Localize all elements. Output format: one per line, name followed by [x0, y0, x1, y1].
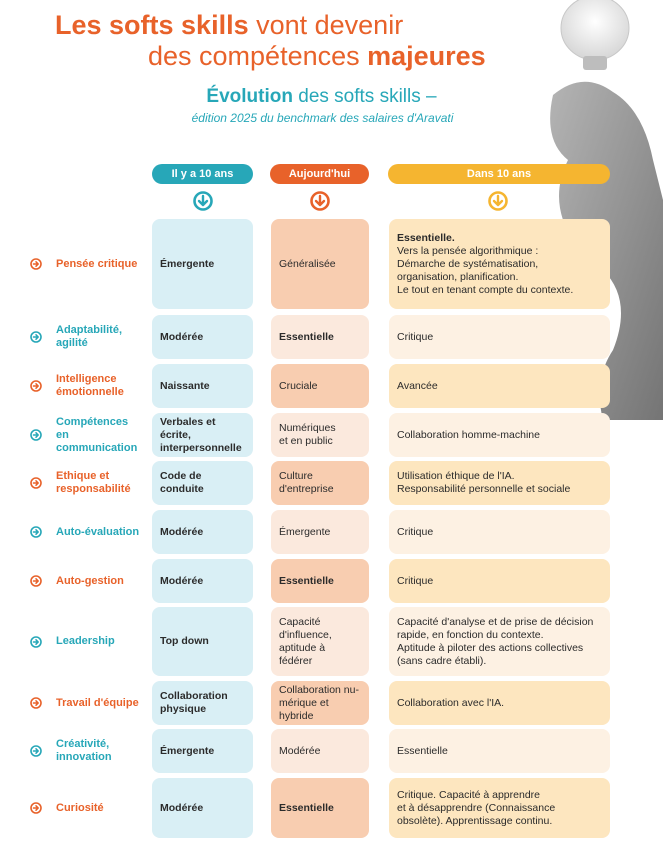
cell-past: [152, 219, 253, 309]
row-label-text: Auto-évaluation: [56, 525, 140, 538]
arrow-down-icon: [193, 191, 213, 211]
cell-past: [152, 510, 253, 554]
cell-today: [271, 559, 369, 603]
cell-future-text: Critique: [397, 525, 434, 538]
arrow-right-icon: [30, 526, 42, 538]
arrow-right-icon: [30, 697, 42, 709]
cell-future: [389, 364, 610, 408]
cell-past-text: Modérée: [160, 525, 204, 538]
column-header-past: Il y a 10 ans: [152, 164, 253, 184]
cell-past: [152, 461, 253, 505]
cell-today: [271, 729, 369, 773]
cell-today-text: Capacité d'influence, aptitude à fédérer: [279, 615, 332, 667]
cell-future-heading: Essentielle.: [397, 231, 455, 244]
cell-future: [389, 559, 610, 603]
cell-future-text: Collaboration avec l'IA.: [397, 696, 505, 709]
cell-past-text: Modérée: [160, 801, 204, 814]
cell-today-text: Émergente: [279, 525, 331, 538]
row-label-text: Compétences en communication: [56, 415, 138, 454]
arrow-down-icon: [488, 191, 508, 211]
cell-today-text: Culture d'entreprise: [279, 470, 334, 495]
row-label-text: Pensée critique: [56, 257, 138, 270]
row-label: [34, 219, 146, 309]
cell-today-text: Essentielle: [279, 330, 334, 343]
arrow-right-icon: [30, 745, 42, 757]
arrow-right-icon: [30, 380, 42, 392]
cell-future: [389, 510, 610, 554]
cell-today: [271, 219, 369, 309]
cell-future: [389, 778, 610, 838]
cell-past-text: Émergente: [160, 257, 215, 270]
cell-future: [389, 219, 610, 309]
column-header-today: Aujourd'hui: [270, 164, 369, 184]
row-label: [34, 315, 146, 359]
cell-future-text: Avancée: [397, 379, 438, 392]
cell-today-text: Essentielle: [279, 801, 334, 814]
row-label: [34, 607, 146, 676]
main-title-line2: des compétences majeures: [148, 41, 486, 71]
cell-today-text: Numériques et en public: [279, 422, 336, 447]
cell-past: [152, 413, 253, 457]
row-label-text: Travail d'équipe: [56, 696, 139, 709]
arrow-right-icon: [30, 477, 42, 489]
cell-past-text: Modérée: [160, 330, 204, 343]
row-label: [34, 461, 146, 505]
row-label-text: Créativité, innovation: [56, 738, 112, 763]
row-label: [34, 413, 146, 457]
cell-future: [389, 681, 610, 725]
subtitle-edition: édition 2025 du benchmark des salaires d'Aravati: [191, 111, 454, 125]
arrow-right-icon: [30, 802, 42, 814]
cell-today-text: Collaboration nu- mérique et hybride: [279, 683, 359, 722]
cell-today: [271, 413, 369, 457]
cell-today: [271, 315, 369, 359]
cell-past-text: Verbales et écrite, interpersonnelle: [160, 415, 242, 454]
cell-future: [389, 413, 610, 457]
row-label-text: Ethique et responsabilité: [56, 470, 131, 495]
cell-past: [152, 607, 253, 676]
main-title-line1: Les softs skills vont devenir: [55, 10, 404, 40]
arrow-right-icon: [30, 331, 42, 343]
row-label-text: Curiosité: [56, 801, 104, 814]
cell-past: [152, 681, 253, 725]
arrow-right-icon: [30, 258, 42, 270]
column-header-future: Dans 10 ans: [388, 164, 610, 184]
row-label: [34, 510, 146, 554]
cell-past: [152, 315, 253, 359]
cell-future-text: Vers la pensée algorithmique : Démarche de systématisation, organisation, planification. Le tout en tenant compte du contexte.: [397, 244, 574, 296]
cell-today-text: Modérée: [279, 744, 321, 757]
cell-today-text: Essentielle: [279, 574, 334, 587]
cell-today: [271, 364, 369, 408]
cell-today: [271, 510, 369, 554]
cell-past: [152, 729, 253, 773]
row-label-text: Intelligence émotionnelle: [56, 373, 124, 398]
cell-future-text: Critique. Capacité à apprendre et à désapprendre (Connaissance obsolète). Apprentissage continu.: [397, 788, 556, 827]
cell-past: [152, 559, 253, 603]
cell-future-text: Utilisation éthique de l'IA. Responsabilité personnelle et sociale: [397, 470, 571, 495]
row-label: [34, 559, 146, 603]
cell-future-text: Collaboration homme-machine: [397, 428, 540, 441]
cell-past: [152, 364, 253, 408]
cell-today: [271, 607, 369, 676]
cell-today: [271, 778, 369, 838]
row-label: [34, 681, 146, 725]
cell-future: [389, 315, 610, 359]
cell-today-text: Généralisée: [279, 257, 336, 270]
row-label: [34, 364, 146, 408]
cell-past: [152, 778, 253, 838]
cell-past-text: Code de conduite: [160, 470, 204, 495]
cell-future: [389, 607, 610, 676]
arrow-right-icon: [30, 429, 42, 441]
cell-past-text: Modérée: [160, 574, 204, 587]
cell-future-text: Essentielle: [397, 744, 448, 757]
row-label-text: Auto-gestion: [56, 574, 124, 587]
cell-future-text: Critique: [397, 574, 434, 587]
cell-past-text: Top down: [160, 635, 209, 647]
cell-past-text: Émergente: [160, 744, 215, 757]
row-label-text: Leadership: [56, 635, 115, 647]
cell-past-text: Collaboration physique: [160, 690, 228, 715]
row-label-text: Adaptabilité, agilité: [56, 324, 123, 349]
cell-future-text: Capacité d'analyse et de prise de décision rapide, en fonction du contexte. Aptitude à piloter des actions collectives (sans cadre établi).: [397, 615, 594, 667]
cell-future-text: Critique: [397, 330, 434, 343]
arrow-right-icon: [30, 575, 42, 587]
arrow-right-icon: [30, 636, 42, 648]
cell-future: [389, 729, 610, 773]
cell-today: [271, 681, 369, 725]
cell-today: [271, 461, 369, 505]
cell-future: [389, 461, 610, 505]
cell-past-text: Naissante: [160, 379, 210, 392]
row-label: [34, 778, 146, 838]
row-label: [34, 729, 146, 773]
subtitle: Évolution des softs skills –: [206, 86, 437, 107]
arrow-down-icon: [310, 191, 330, 211]
cell-today-text: Cruciale: [279, 379, 318, 392]
